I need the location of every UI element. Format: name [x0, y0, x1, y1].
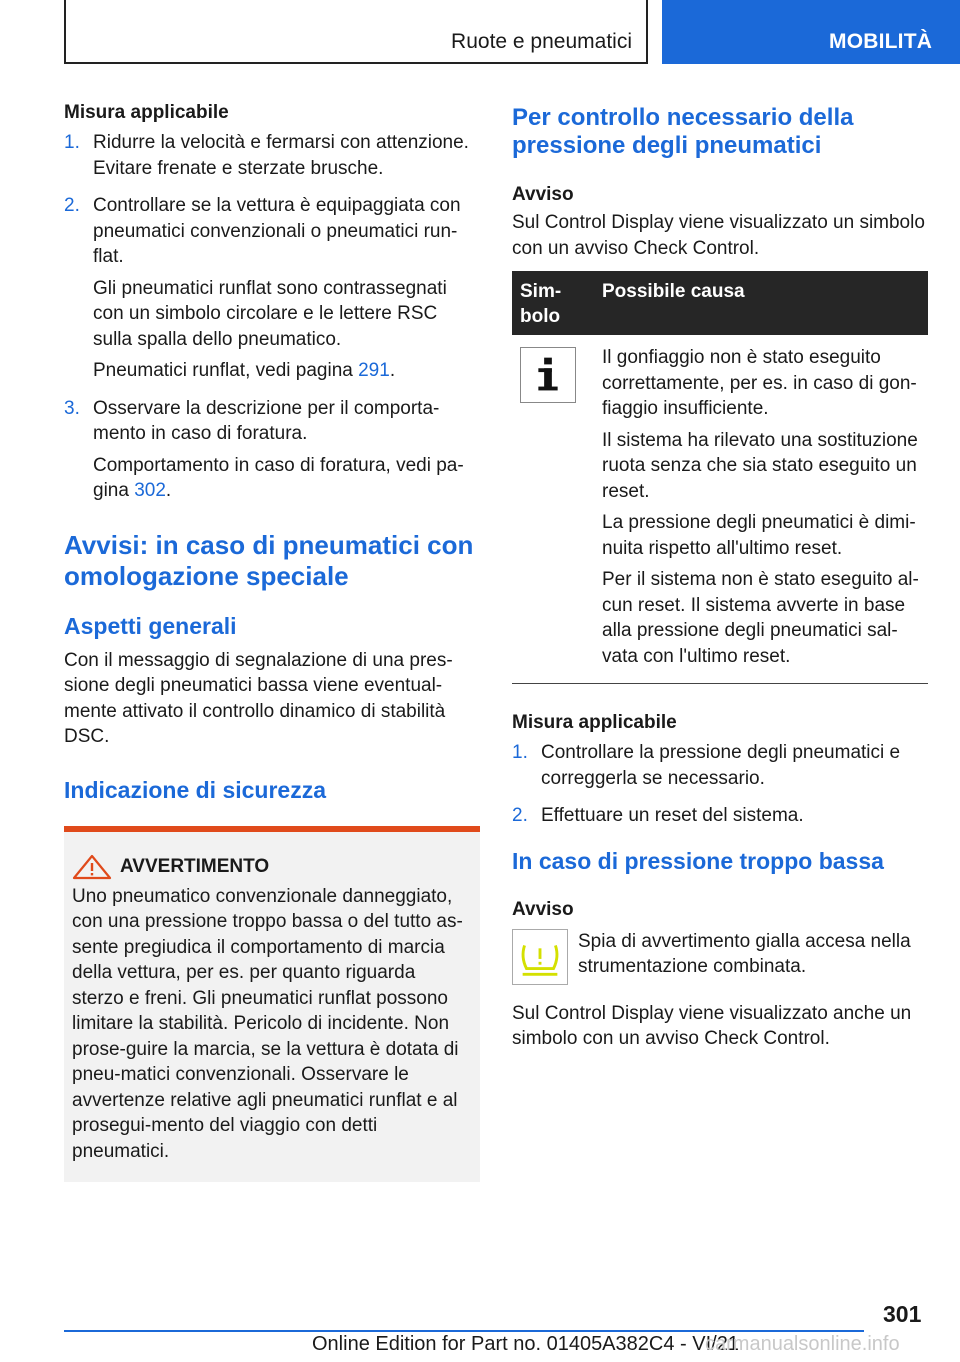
general-text: Con il messaggio di segnalazione di una pres-sione degli pneumatici bassa viene eventual-mente attivato il controllo dinamico di stabilità DSC. [64, 649, 453, 747]
step-reference: Comportamento in caso di foratura, vedi pa-gina 302. [93, 454, 464, 501]
cause-text: Il gonfiaggio non è stato eseguito correttamente, per es. in caso di gon-fiaggio insufficiente. [602, 347, 917, 419]
subsection-heading: Aspetti generali [64, 612, 237, 639]
step-number: 2. [512, 805, 528, 826]
cause-text: La pressione degli pneumatici è dimi-nuita rispetto all'ultimo reset. [602, 512, 916, 559]
measure-label: Misura applicabile [64, 102, 229, 123]
step-text: Effettuare un reset del sistema. [541, 805, 804, 826]
tire-pressure-warning-icon [512, 929, 568, 985]
list-item [512, 803, 928, 835]
right-column [512, 104, 928, 1052]
symbol-table [512, 271, 928, 684]
lamp-text: Spia di avvertimento gialla accesa nella strumentazione combinata. [578, 930, 911, 977]
list-item [64, 193, 480, 390]
step-number: 1. [512, 742, 528, 763]
step-text: Osservare la descrizione per il comporta-mento in caso di foratura. [93, 397, 440, 444]
table-row [512, 335, 928, 684]
list-item [512, 740, 928, 797]
page-link[interactable]: 302 [134, 480, 166, 501]
section-heading: Avvisi: in caso di pneumatici con omologazione speciale [64, 529, 474, 591]
steps-list [64, 130, 480, 510]
section-title: Ruote e pneumatici [451, 30, 632, 53]
page-number: 301 [883, 1301, 922, 1327]
step-text: Controllare la pressione degli pneumatici e correggerla se necessario. [541, 742, 901, 789]
header-section [64, 0, 648, 64]
step-text: Controllare se la vettura è equipaggiata con pneumatici convenzionali o pneumatici run-flat. [93, 195, 461, 267]
step-reference: Pneumatici runflat, vedi pagina 291. [93, 360, 396, 381]
header-chapter [662, 0, 960, 64]
notice-text: Sul Control Display viene visualizzato un simbolo con un avviso Check Control. [512, 212, 925, 259]
cause-text: Il sistema ha rilevato una sostituzione ruota senza che sia stato eseguito un reset. [602, 429, 918, 502]
list-item [64, 396, 480, 510]
left-column [64, 100, 480, 1182]
steps-list [512, 740, 928, 835]
warning-box [64, 826, 480, 1183]
cause-text: Per il sistema non è stato eseguito al-cun reset. Il sistema avverte in base alla pressione degli pneumatici sal-vata con l'ultimo reset. [602, 569, 919, 667]
edition-text: Online Edition for Part no. 01405A382C4 - VI/21 [312, 1333, 739, 1355]
step-number: 2. [64, 195, 80, 216]
warning-triangle-icon [72, 854, 112, 880]
subsection-heading: Indicazione di sicurezza [64, 776, 327, 803]
warning-title: AVVERTIMENTO [120, 855, 270, 877]
subsection-heading: In caso di pressione troppo bassa [512, 847, 884, 874]
watermark-text: carmanualsonline.info [705, 1333, 900, 1355]
column-header-cause: Possibile causa [594, 271, 928, 335]
notice-label: Avviso [512, 184, 574, 205]
warning-text: Uno pneumatico convenzionale danneggiato, con una pressione troppo bassa o del tutto as-sente pregiudica il comportamento di marcia della vettura, per es. per quanto riguarda sterzo e freni. Gli pneumatici runflat possono limitare la stabilità. Pericolo di incidente. Non prose-guire la marcia, se la vettura è dotata di pneu-matici convenzionali. Osservare le avvertenze relative agli pneumatici runflat e al prosegui-mento del viaggio con detti pneumatici. [72, 885, 463, 1162]
step-number: 3. [64, 397, 80, 419]
list-item [64, 130, 480, 187]
column-header-symbol: Sim-bolo [512, 271, 594, 335]
step-text: Gli pneumatici runflat sono contrassegnati con un simbolo circolare e le lettere RSC sulla spalla dello pneumatico. [93, 277, 447, 350]
page-link[interactable]: 291 [358, 360, 390, 381]
info-icon [520, 347, 576, 403]
step-number: 1. [64, 132, 80, 153]
measure-label: Misura applicabile [512, 712, 677, 733]
footer-divider [64, 1330, 864, 1332]
section-heading: Per controllo necessario della pressione degli pneumatici [512, 104, 854, 159]
step-text: Ridurre la velocità e fermarsi con attenzione. Evitare frenate e sterzate brusche. [93, 132, 469, 179]
notice-text: Sul Control Display viene visualizzato anche un simbolo con un avviso Check Control. [512, 1002, 912, 1049]
notice-label: Avviso [512, 898, 574, 920]
chapter-title: MOBILITÀ [829, 30, 933, 53]
